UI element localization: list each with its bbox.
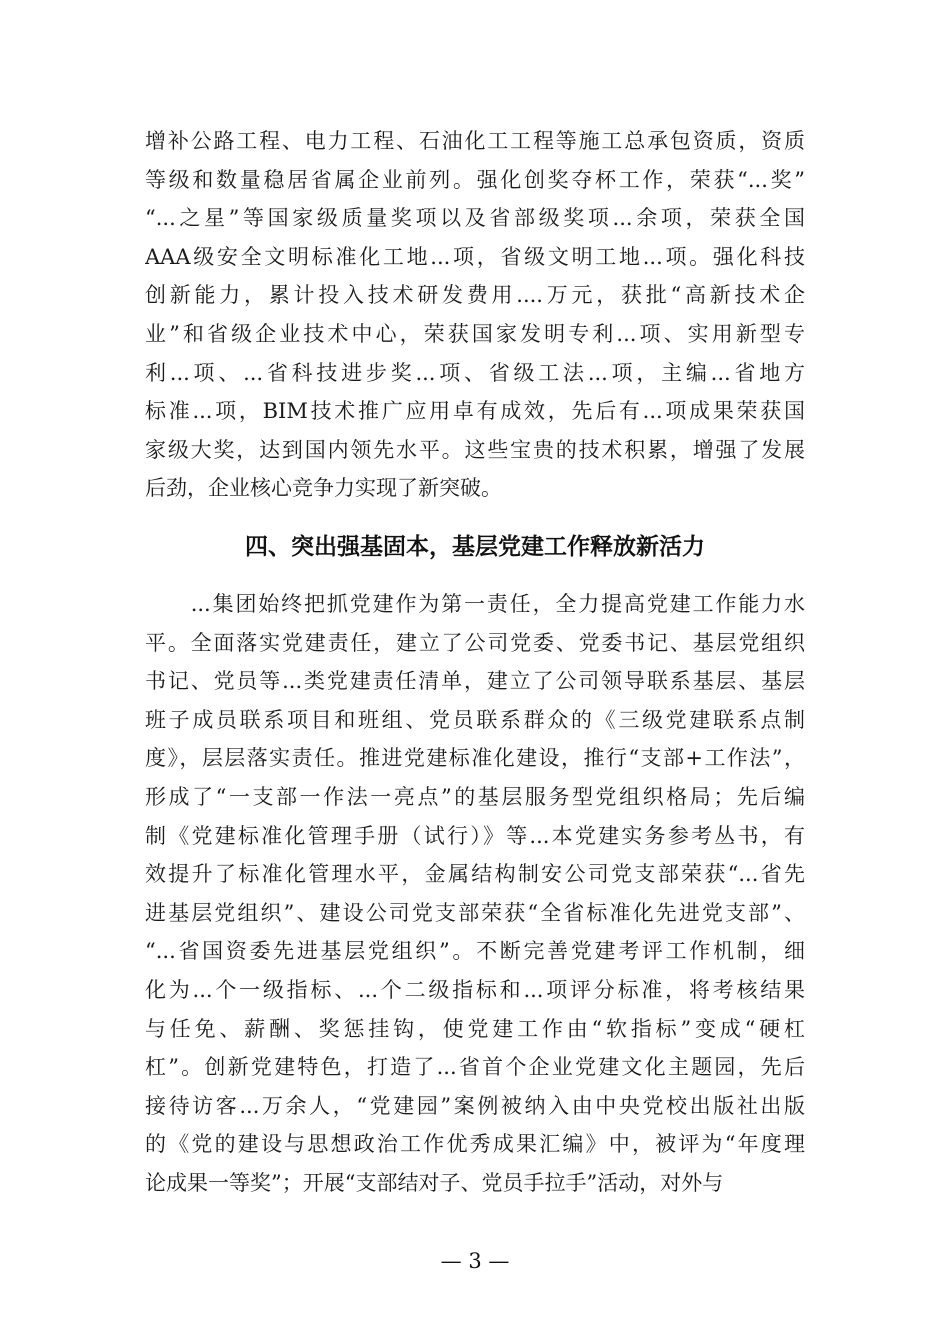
- text-line: ...集团始终把抓党建作为第一责任，全力提高党建工作能力水: [145, 592, 805, 616]
- text-line: 形成了“一支部一作法一亮点”的基层服务型党组织格局；先后编: [145, 785, 805, 809]
- text-line: 杠”。创新党建特色，打造了...省首个企业党建文化主题园，先后: [145, 1055, 805, 1080]
- text-line: 效提升了标准化管理水平，金属结构制安公司党支部荣获“...省先: [145, 862, 805, 887]
- text-line: 利...项、...省科技进步奖...项、省级工法...项，主编...省地方: [145, 360, 805, 385]
- text-line: 班子成员联系项目和班组、党员联系群众的《三级党建联系点制: [145, 707, 805, 732]
- text-line: 增补公路工程、电力工程、石油化工工程等施工总承包资质，资质: [145, 129, 805, 153]
- text-line: 平。全面落实党建责任，建立了公司党委、党委书记、基层党组织: [145, 630, 805, 655]
- text-line: 与任免、薪酬、奖惩挂钩，使党建工作由“软指标”变成“硬杠: [145, 1016, 805, 1041]
- page-number: — 3 —: [440, 1249, 510, 1273]
- text-line: 业”和省级企业技术中心，荣获国家发明专利...项、实用新型专: [145, 322, 805, 346]
- text-line: 化为...个一级指标、...个二级指标和...项评分标准，将考核结果: [145, 978, 805, 1002]
- text-line: 创新能力，累计投入技术研发费用....万元，获批“高新技术企: [145, 283, 805, 308]
- text-line: 书记、党员等...类党建责任清单，建立了公司领导联系基层、基层: [145, 669, 805, 694]
- text-line: 论成果一等奖”；开展“支部结对子、党员手拉手”活动，对外与: [145, 1171, 724, 1195]
- text-line: 度》，层层落实责任。推进党建标准化建设，推行“支部+工作法”，: [145, 746, 805, 771]
- text-line: AAA级安全文明标准化工地...项，省级文明工地...项。强化科技: [145, 244, 805, 269]
- text-line: 制《党建标准化管理手册（试行）》等...本党建实务参考丛书，有: [145, 823, 805, 848]
- text-line: 标准...项，BIM技术推广应用卓有成效，先后有...项成果荣获国: [145, 399, 805, 424]
- text-line: 接待访客...万余人，“党建园”案例被纳入由中央党校出版社出版: [145, 1093, 805, 1118]
- text-line: 家级大奖，达到国内领先水平。这些宝贵的技术积累，增强了发展: [145, 437, 805, 462]
- text-line: “...省国资委先进基层党组织”。不断完善党建考评工作机制，细: [145, 939, 805, 964]
- text-line: 进基层党组织”、建设公司党支部荣获“全省标准化先进党支部”、: [145, 900, 805, 925]
- text-line: 的《党的建设与思想政治工作优秀成果汇编》中，被评为“年度理: [145, 1132, 805, 1157]
- text-line: “...之星”等国家级质量奖项以及省部级奖项...余项，荣获全国: [145, 206, 805, 231]
- text-line: 后劲，企业核心竞争力实现了新突破。: [145, 476, 502, 501]
- section-heading: 四、突出强基固本，基层党建工作释放新活力: [245, 534, 705, 560]
- text-line: 等级和数量稳居省属企业前列。强化创奖夺杯工作，荣获“...奖”: [145, 167, 805, 192]
